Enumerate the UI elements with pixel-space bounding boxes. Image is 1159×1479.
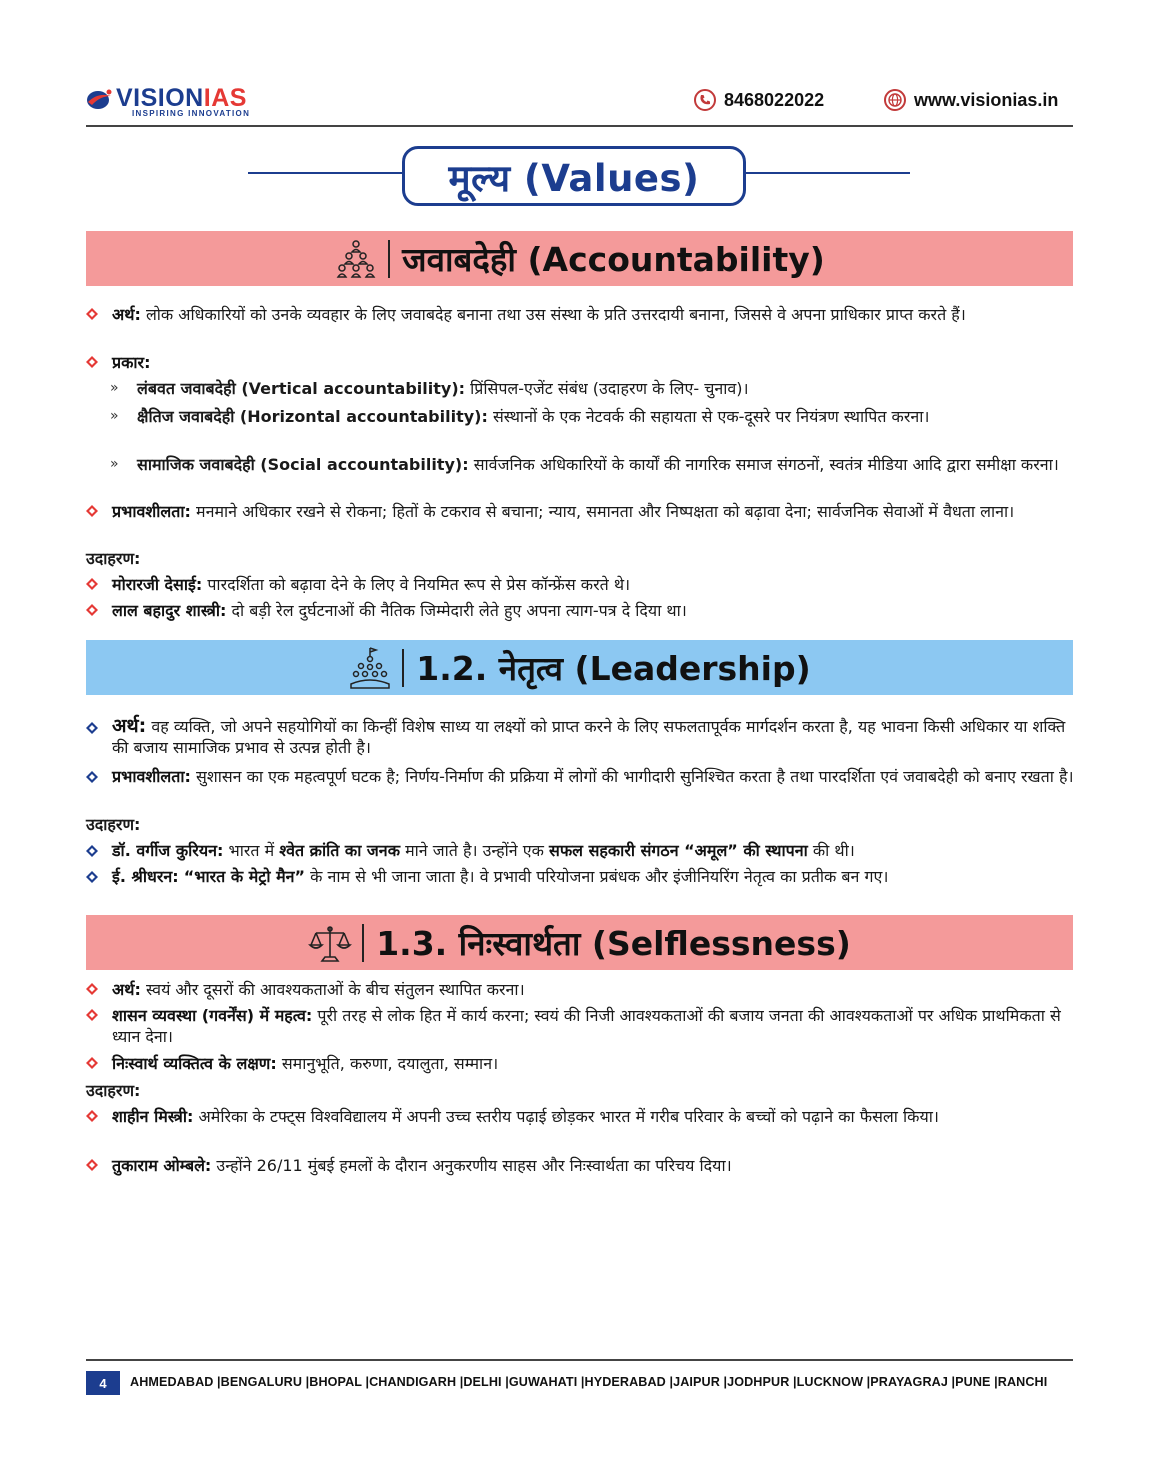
people-hierarchy-icon [334, 237, 378, 281]
bullet-icon [86, 1110, 98, 1122]
section-bar-selflessness [86, 915, 1073, 970]
website-url: www.visionias.in [914, 89, 1059, 110]
bullet-icon [86, 771, 98, 783]
vision-ias-logo [86, 84, 286, 120]
logo-tagline: INSPIRING INNOVATION [132, 109, 251, 118]
list-item: प्रभावशीलता: मनमाने अधिकार रखने से रोकना; हितों के टकराव से बचाना; न्याय, समानता और निष्पक्षता को बढ़ावा देना; सार्वजनिक सेवाओं में वैधता लाना। [112, 502, 1015, 521]
section-title: 1.3. निःस्वार्थता (Selflessness) [376, 924, 851, 963]
examples-heading: उदाहरण: [86, 549, 141, 568]
chevron-icon: » [110, 408, 119, 424]
bullet-icon [86, 505, 98, 517]
list-item: निःस्वार्थ व्यक्तित्व के लक्षण: समानुभूति, करुणा, दयालुता, सम्मान। [112, 1054, 499, 1073]
bullet-icon [86, 308, 98, 320]
title-separator [388, 240, 390, 278]
examples-heading: उदाहरण: [86, 1081, 141, 1100]
title-separator [362, 924, 364, 962]
list-item: अर्थ: लोक अधिकारियों को उनके व्यवहार के लिए जवाबदेह बनाना तथा उस संस्था के प्रति उत्तरदायी बनाना, जिससे वे अपना प्राधिकार प्राप्त करते हैं। [112, 305, 966, 324]
globe-icon [884, 89, 906, 111]
section-bar-leadership [86, 640, 1073, 695]
bullet-icon [86, 871, 98, 883]
logo-accent: IAS [203, 84, 247, 112]
example-item: डॉ. वर्गीज कुरियन: भारत में श्वेत क्रांति का जनक माने जाते है। उन्होंने एक सफल सहकारी संगठन “अमूल” की स्थापना की थी। [112, 841, 855, 860]
list-item: अर्थ: स्वयं और दूसरों की आवश्यकताओं के बीच संतुलन स्थापित करना। [112, 980, 525, 999]
footer-cities: AHMEDABAD |BENGALURU |BHOPAL |CHANDIGARH |DELHI |GUWAHATI |HYDERABAD |JAIPUR |JODHPUR |LUCKNOW |PRAYAGRAJ |PUNE |RANCHI [130, 1375, 1048, 1389]
title-line-right [746, 172, 910, 174]
page-title: मूल्य (Values) [448, 156, 700, 200]
example-item: ई. श्रीधरन: “भारत के मेट्रो मैन” के नाम से भी जाना जाता है। वे प्रभावी परियोजना प्रबंधक और इंजीनियरिंग नेतृत्व का प्रतीक बन गए। [112, 867, 889, 886]
example-item: तुकाराम ओम्बले: उन्होंने 26/11 मुंबई हमलों के दौरान अनुकरणीय साहस और निःस्वार्थता का परिचय दिया। [112, 1156, 732, 1175]
bullet-icon [86, 845, 98, 857]
sub-list-item: क्षैतिज जवाबदेही (Horizontal accountability): संस्थानों के एक नेटवर्क की सहायता से एक-दूसरे पर नियंत्रण स्थापित करना। [137, 407, 930, 426]
sub-list-item: लंबवत जवाबदेही (Vertical accountability): प्रिंसिपल-एजेंट संबंध (उदाहरण के लिए- चुनाव)। [137, 379, 749, 398]
bullet-icon [86, 604, 98, 616]
bullet-icon [86, 1057, 98, 1069]
footer-divider [86, 1359, 1073, 1361]
example-item: मोरारजी देसाई: पारदर्शिता को बढ़ावा देने के लिए वे नियमित रूप से प्रेस कॉन्फ्रेंस करते थे। [112, 575, 631, 594]
title-line-left [248, 172, 402, 174]
sub-list-item: सामाजिक जवाबदेही (Social accountability): सार्वजनिक अधिकारियों के कार्यों की नागरिक समाज संगठनों, स्वतंत्र मीडिया आदि द्वारा समीक्षा करना। [137, 455, 1059, 474]
chevron-icon: » [110, 380, 119, 396]
examples-heading: उदाहरण: [86, 815, 141, 834]
section-title: जवाबदेही (Accountability) [402, 240, 825, 279]
header-divider [86, 125, 1073, 127]
section-title: 1.2. नेतृत्व (Leadership) [416, 649, 811, 688]
phone-contact[interactable] [694, 89, 824, 111]
phone-number: 8468022022 [724, 89, 825, 110]
list-item: शासन व्यवस्था (गवर्नेंस) में महत्व: पूरी तरह से लोक हित में कार्य करना; स्वयं की निजी आवश्यकताओं की बजाय जनता की आवश्यकताओं पर अधिक प्राथमिकता से ध्यान देना। [112, 1006, 1061, 1046]
page-title-box [402, 146, 746, 206]
website-contact[interactable] [884, 89, 1058, 111]
bullet-icon [86, 1159, 98, 1171]
example-item: शाहीन मिस्त्री: अमेरिका के टफ्ट्स विश्वविद्यालय में अपनी उच्च स्तरीय पढ़ाई छोड़कर भारत में गरीब परिवार के बच्चों को पढ़ाने का फैसला किया। [112, 1107, 939, 1126]
page-number: 4 [86, 1371, 120, 1395]
bullet-icon [86, 1009, 98, 1021]
list-item: अर्थ: वह व्यक्ति, जो अपने सहयोगियों का किन्हीं विशेष साध्य या लक्ष्यों को प्राप्त करने के लिए सफलतापूर्वक मार्गदर्शन करता है, यह भावना किसी अधिकार या शक्ति की बजाय सामाजिक प्रभाव से उत्पन्न होती है। [112, 715, 1066, 757]
balance-scale-icon [308, 921, 352, 965]
list-item: प्रभावशीलता: सुशासन का एक महत्वपूर्ण घटक है; निर्णय-निर्माण की प्रक्रिया में लोगों की भागीदारी सुनिश्चित करता है तथा पारदर्शिता एवं जवाबदेही को बनाए रखता है। [112, 767, 1074, 786]
bullet-icon [86, 578, 98, 590]
section-bar-accountability [86, 231, 1073, 286]
bullet-icon [86, 356, 98, 368]
list-item: प्रकार: [112, 353, 151, 372]
phone-icon [694, 89, 716, 111]
bullet-icon [86, 983, 98, 995]
logo-main: VISION [116, 84, 204, 112]
chevron-icon: » [110, 456, 119, 472]
leader-crowd-icon [348, 646, 392, 690]
example-item: लाल बहादुर शास्त्री: दो बड़ी रेल दुर्घटनाओं की नैतिक जिम्मेदारी लेते हुए अपना त्याग-पत्र दे दिया था। [112, 601, 687, 620]
bullet-icon [86, 722, 98, 734]
title-separator [402, 649, 404, 687]
logo-swoosh-icon [86, 88, 112, 110]
